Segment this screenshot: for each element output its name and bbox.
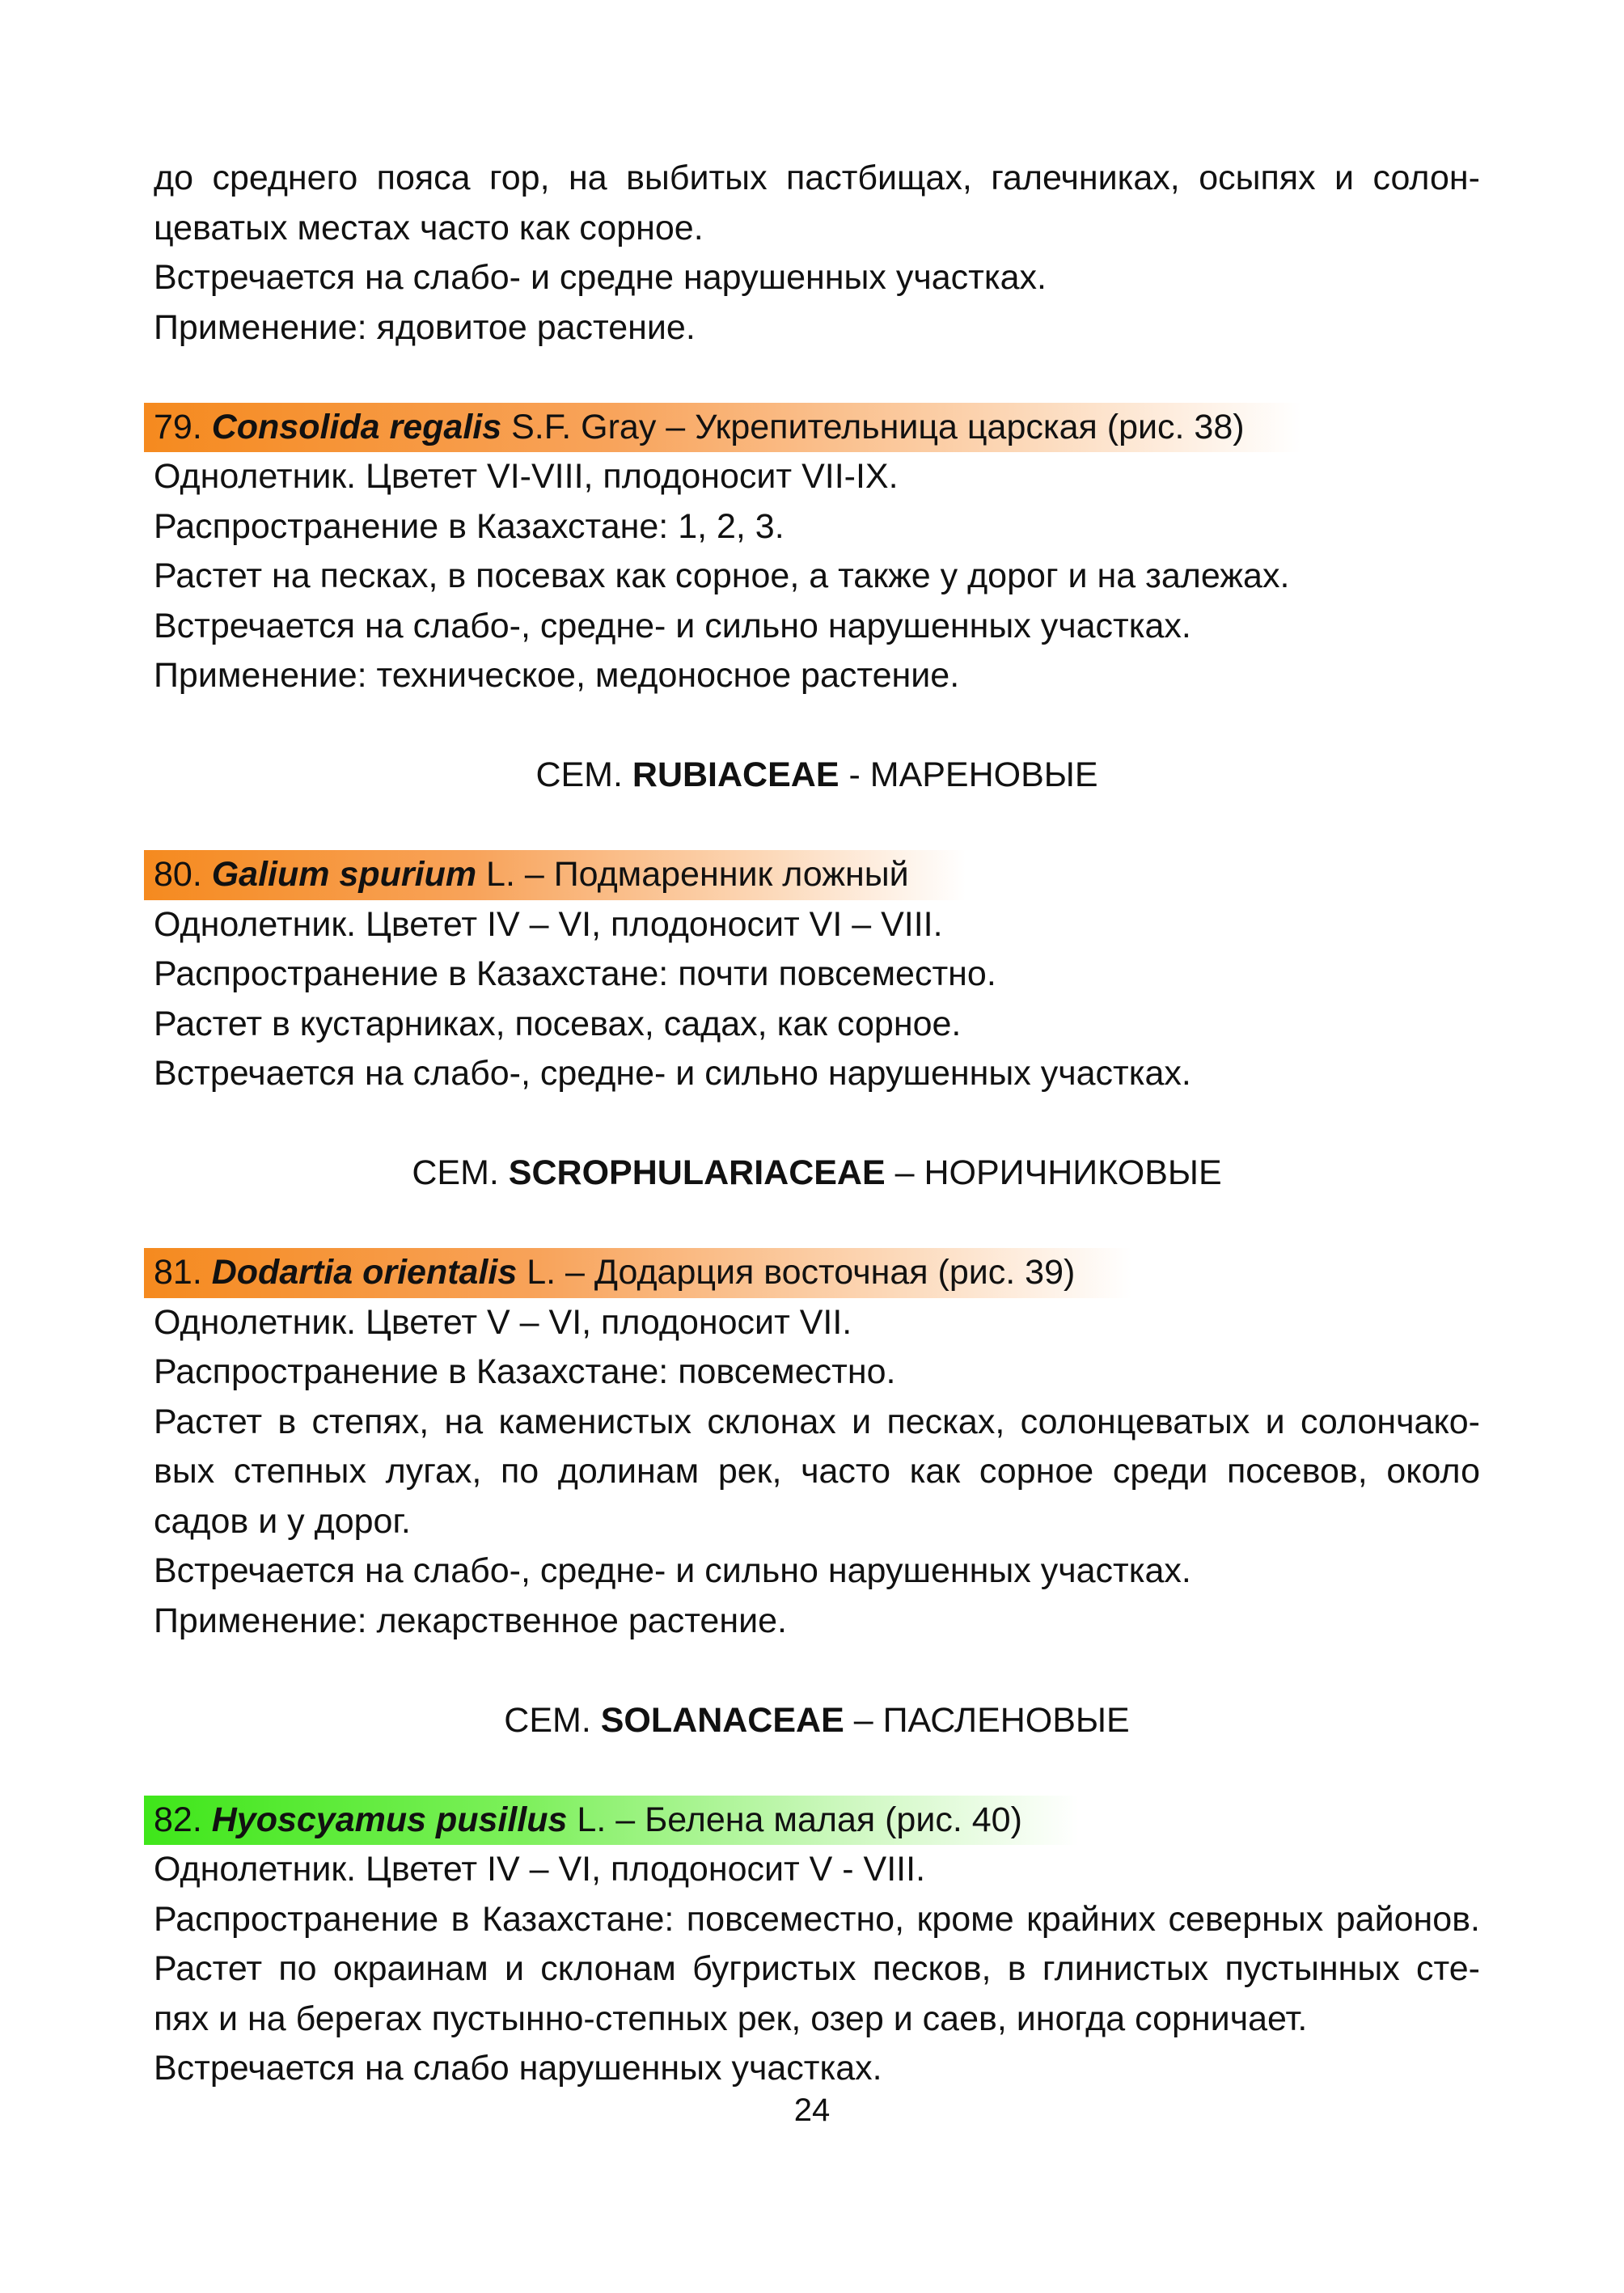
text-line: вых степных лугах, по долинам рек, часто как сорное среди посевов, около <box>154 1452 1480 1491</box>
intro-text <box>154 154 1480 353</box>
text-line: Распространение в Казахстане: почти повсеместно. <box>154 954 996 993</box>
family-prefix: СЕМ. <box>535 755 632 794</box>
spacer <box>154 701 1480 751</box>
family-heading-solanaceae <box>154 1696 1480 1746</box>
species-heading-highlight <box>144 850 966 900</box>
text-line: до среднего пояса гор, на выбитых пастбищах, галечниках, осыпях и солон- <box>154 159 1480 197</box>
species-heading <box>144 850 1470 900</box>
page-number: 24 <box>793 2092 831 2128</box>
text-line: Встречается на слабо-, средне- и сильно нарушенных участках. <box>154 1054 1191 1093</box>
spacer <box>154 1199 1480 1249</box>
text-line: Растет по окраинам и склонам бугристых песков, в глинистых пустынных сте- <box>154 1949 1480 1988</box>
family-heading-rubiaceae <box>154 751 1480 801</box>
text-line: Встречается на слабо- и средне нарушенных участках. <box>154 258 1047 297</box>
species-common-name: L. – Додарция восточная (рис. 39) <box>517 1253 1076 1292</box>
species-latin-name: Hyoscyamus pusillus <box>211 1800 568 1839</box>
spacer <box>154 1646 1480 1696</box>
species-latin-name: Consolida regalis <box>211 407 502 446</box>
text-line: Применение: ядовитое растение. <box>154 307 696 347</box>
species-heading <box>144 403 1470 453</box>
family-prefix: СЕМ. <box>504 1700 601 1740</box>
text-line: Однолетник. Цветет V – VI, плодоносит VII. <box>154 1302 852 1342</box>
species-latin-name: Galium spurium <box>211 855 477 894</box>
text-line: Распространение в Казахстане: 1, 2, 3. <box>154 506 785 546</box>
species-entry-82 <box>154 1796 1480 2094</box>
species-entry-79 <box>154 403 1480 701</box>
text-line: Однолетник. Цветет IV – VI, плодоносит VI – VIII. <box>154 904 943 944</box>
family-name: SOLANACEAE <box>600 1700 844 1740</box>
species-number: 80. <box>154 855 202 894</box>
spacer <box>154 801 1480 851</box>
text-line: Растет в степях, на каменистых склонах и песках, солонцеватых и солончако- <box>154 1402 1480 1441</box>
spacer <box>154 1745 1480 1796</box>
text-line: Применение: лекарственное растение. <box>154 1601 787 1640</box>
family-common-name: - МАРЕНОВЫЕ <box>839 755 1098 794</box>
species-number: 79. <box>154 407 202 446</box>
text-line: цеватых местах часто как сорное. <box>154 208 704 247</box>
species-heading-highlight <box>144 403 1301 453</box>
page-content <box>154 154 1480 2094</box>
family-name: SCROPHULARIACEAE <box>508 1153 886 1192</box>
text-line: Распространение в Казахстане: повсеместно, кроме крайних северных районов. <box>154 1899 1480 1939</box>
species-latin-name: Dodartia orientalis <box>211 1253 518 1292</box>
species-common-name: S.F. Gray – Укрепительница царская (рис. 38) <box>501 407 1245 446</box>
text-line: Встречается на слабо-, средне- и сильно нарушенных участках. <box>154 1551 1191 1590</box>
family-name: RUBIACEAE <box>632 755 839 794</box>
text-line: Применение: техническое, медоносное растение. <box>154 656 960 695</box>
species-heading-highlight <box>144 1796 1079 1846</box>
family-heading-scrophulariaceae <box>154 1149 1480 1199</box>
text-line: Растет на песках, в посевах как сорное, а также у дорог и на залежах. <box>154 556 1290 595</box>
species-heading <box>144 1248 1470 1298</box>
text-line: Встречается на слабо нарушенных участках. <box>154 2049 882 2088</box>
family-common-name: – ПАСЛЕНОВЫЕ <box>844 1700 1130 1740</box>
species-number: 82. <box>154 1800 202 1839</box>
species-entry-80 <box>154 850 1480 1099</box>
spacer <box>154 1099 1480 1149</box>
text-line: Растет в кустарниках, посевах, садах, как сорное. <box>154 1004 962 1043</box>
family-common-name: – НОРИЧНИКОВЫЕ <box>885 1153 1222 1192</box>
species-heading-highlight <box>144 1248 1131 1298</box>
species-common-name: L. – Подмаренник ложный <box>476 855 909 894</box>
species-heading <box>144 1796 1470 1846</box>
species-entry-81 <box>154 1248 1480 1646</box>
family-prefix: СЕМ. <box>412 1153 509 1192</box>
text-line: Однолетник. Цветет VI-VIII, плодоносит VII-IX. <box>154 457 899 496</box>
spacer <box>154 353 1480 403</box>
text-line: Однолетник. Цветет IV – VI, плодоносит V - VIII. <box>154 1850 926 1889</box>
species-common-name: L. – Белена малая (рис. 40) <box>567 1800 1022 1839</box>
text-line: пях и на берегах пустынно-степных рек, озер и саев, иногда сорничает. <box>154 1999 1308 2038</box>
text-line: Распространение в Казахстане: повсеместно. <box>154 1352 896 1391</box>
species-number: 81. <box>154 1253 202 1292</box>
text-line: Встречается на слабо-, средне- и сильно нарушенных участках. <box>154 606 1191 645</box>
text-line: садов и у дорог. <box>154 1501 411 1541</box>
